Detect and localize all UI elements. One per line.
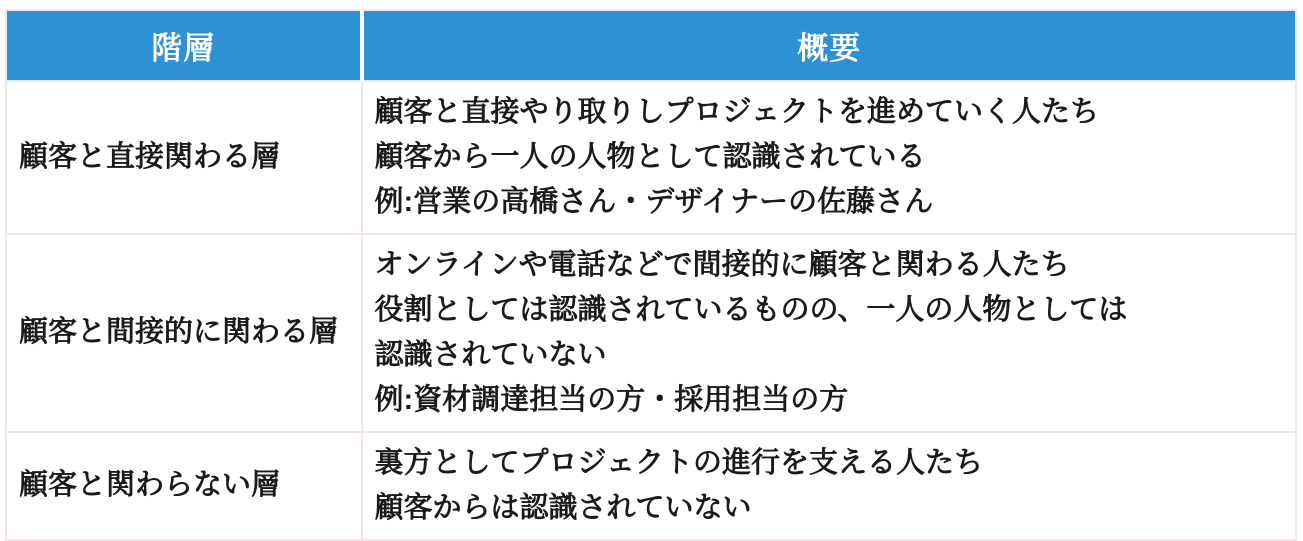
header-cell-overview: 概要 [362,10,1296,81]
table-row-none [6,432,1296,540]
description-line: 例:営業の高橋さん・デザイナーの佐藤さん [374,186,934,218]
description-line: 顧客からは認識されていない [374,492,752,524]
tier-overview-table [5,9,1297,541]
tier-cell-direct: 顧客と直接関わる層 [6,81,362,234]
description-line: 顧客と直接やり取りしプロジェクトを進めていく人たち [374,96,1099,128]
tier-cell-indirect: 顧客と間接的に関わる層 [6,234,362,432]
table-row-indirect [6,234,1296,432]
header-row [6,10,1296,81]
description-cell-direct [362,81,1296,234]
description-line: 例:資材調達担当の方・採用担当の方 [374,384,849,416]
description-cell-indirect [362,234,1296,432]
description-line: 役割としては認識されているものの、一人の人物としては [374,294,1128,326]
description-line: 認識されていない [374,339,607,371]
table-row-direct [6,81,1296,234]
description-line: 裏方としてプロジェクトの進行を支える人たち [374,447,983,479]
description-cell-none [362,432,1296,540]
description-line: オンラインや電話などで間接的に顧客と関わる人たち [374,249,1070,281]
header-cell-tier: 階層 [6,10,362,81]
tier-cell-none: 顧客と関わらない層 [6,432,362,540]
description-line: 顧客から一人の人物として認識されている [374,141,926,173]
